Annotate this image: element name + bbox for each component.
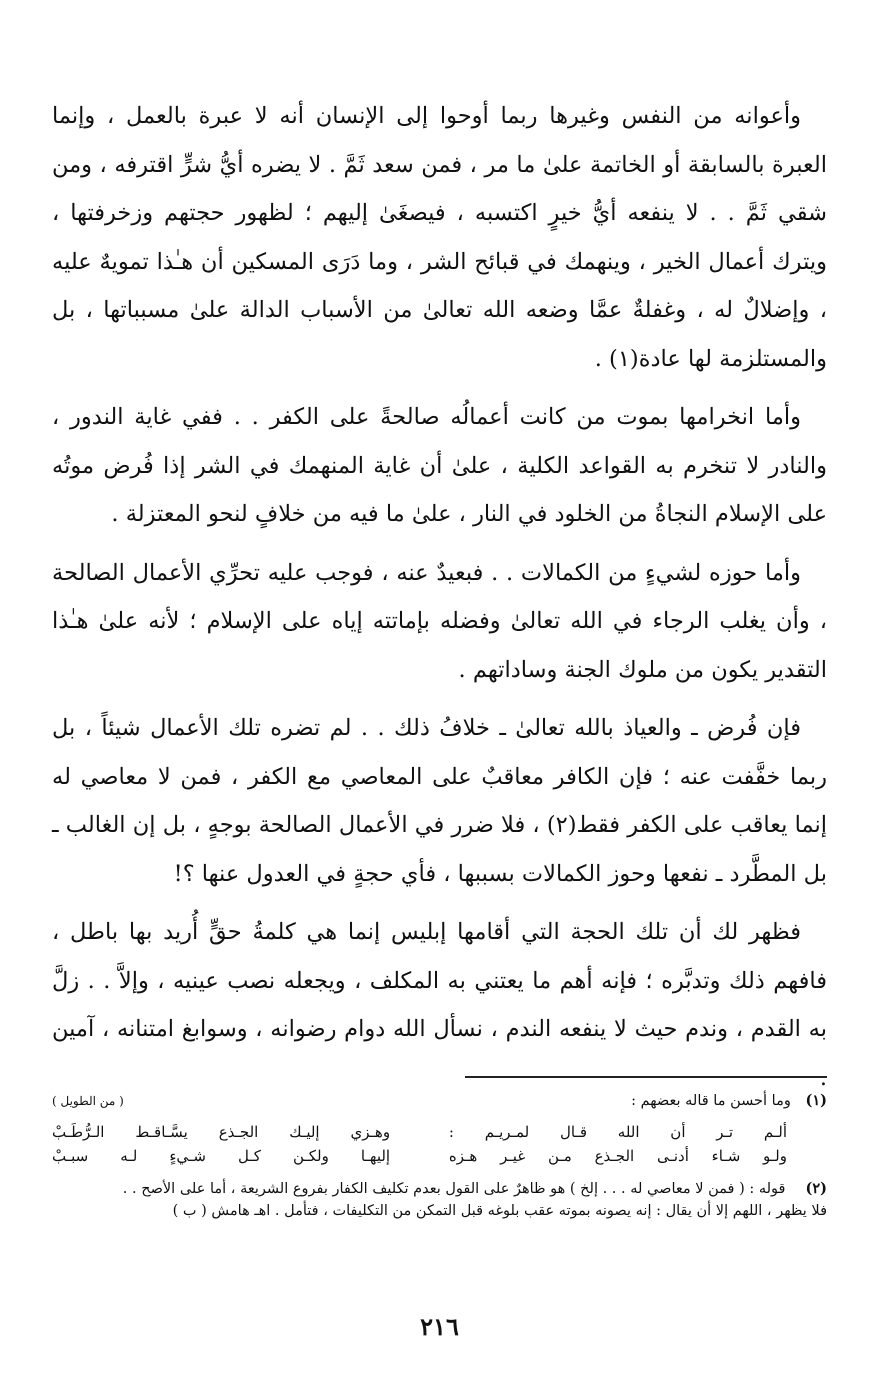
footnote-2-line-1: قوله : ( فمن لا معاصي له . . . إلخ ) هو ظاهرٌ على القول بعدم تكليف الكفار بفروع الشريعة ، أما على الأصح . . [122,1181,786,1197]
poem-verses [52,1120,827,1168]
paragraph-5: فظهر لك أن تلك الحجة التي أقامها إبليس إنما هي كلمةُ حقٍّ أُريد بها باطل ، فافهم ذلك وتدبَّره ؛ فإنه أهم ما يعتني به المكلف ، ويجعله نصب عينيه ، وإلاَّ . . زلَّ به القدم ، وندم حيث لا ينفعه الندم ، نسأل الله دوام رضوانه ، وسوابغ امتنانه ، آمين . [52,919,827,1091]
paragraph-2: وأما انخرامها بموت من كانت أعمالُه صالحةً على الكفر . . ففي غاية الندور ، والنادر لا تنخرم به القواعد الكلية ، علىٰ أن غاية المنهمك في الشر إذا فُرض موتُه على الإسلام النجاةُ من الخلود في النار ، علىٰ ما فيه من خلافٍ لنحو المعتزلة . [52,404,827,527]
verse-1-first-hemistich: ألـم تـر أن الله قـال لمـريـم : [448,1123,787,1141]
paragraph-4: فإن فُرض ـ والعياذ بالله تعالىٰ ـ خلافُ ذلك . . لم تضره تلك الأعمال شيئاً ، بل ربما خفَّفت عنه ؛ فإن الكافر معاقبٌ على المعاصي مع الكفر ، فمن لا معاصي له إنما يعاقب على الكفر فقط(٢) ، فلا ضرر في الأعمال الصالحة بوجهٍ ، بل إن الغالب ـ بل المطَّرد ـ نفعها وحوز الكمالات بسببها ، فأي حجةٍ في العدول عنها ؟! [52,715,827,887]
footnote-2 [52,1178,827,1222]
main-text [52,92,827,1102]
page-number: ٢١٦ [420,1312,459,1341]
footnote-1-number: (١) [805,1092,827,1109]
verse-2-second-hemistich: إليهـا ولكـن كـل شـيءٍ لـه سبـبْ [52,1147,391,1165]
footnote-1-intro: وما أحسن ما قاله بعضهم : [631,1093,791,1109]
footnote-1-header [52,1090,827,1112]
paragraph-1: وأعوانه من النفس وغيرها ربما أوحوا إلى الإنسان أنه لا عبرة بالعمل ، وإنما العبرة بالسابقة أو الخاتمة علىٰ ما مر ، فمن سعد ثَمَّ . لا يضره أيُّ شرٍّ اقترفه ، ومن شقي ثَمَّ . . لا ينفعه أيُّ خيرٍ اكتسبه ، فيصغَىٰ إليهم ؛ لظهور حجتهم وزخرفتها ، ويترك أعمال الخير ، وينهمك في قبائح الشر ، وما دَرَى المسكين أن هـٰذا تمويهٌ عليه ، وإضلالٌ له ، وغفلةٌ عمَّا وضعه الله تعالىٰ من الأسباب الدالة علىٰ مسبباتها ، بل والمستلزمة لها عادة(١) . [52,103,827,372]
footnote-separator [465,1076,827,1078]
verse-2 [52,1144,827,1168]
paragraph-3: وأما حوزه لشيءٍ من الكمالات . . فبعيدٌ عنه ، فوجب عليه تحرِّي الأعمال الصالحة ، وأن يغلب الرجاء في الله تعالىٰ وفضله بإماتته إياه على الإسلام ؛ لأنه علىٰ هـٰذا التقدير يكون من ملوك الجنة وساداتهم . [52,559,827,683]
verse-1 [52,1120,827,1144]
verse-2-first-hemistich: ولـو شـاء أدنـى الجـذع مـن غيـر هـزه [448,1147,787,1165]
verse-1-second-hemistich: وهـزي إليـك الجـذع يسَّـاقـط الـرُّطَـبْ [52,1123,391,1141]
footnote-1 [52,1090,827,1168]
poetic-meter-label: ( من الطويل ) [52,1094,124,1108]
footnote-2-number: (٢) [805,1180,827,1197]
footnote-2-line-2: فلا يظهر ، اللهم إلا أن يقال : إنه يصونه بموته عقب بلوغه قبل التمكن من التكليفات ، فتأمل . اهـ هامش ( ب ) [172,1203,827,1219]
footnotes [52,1090,827,1222]
